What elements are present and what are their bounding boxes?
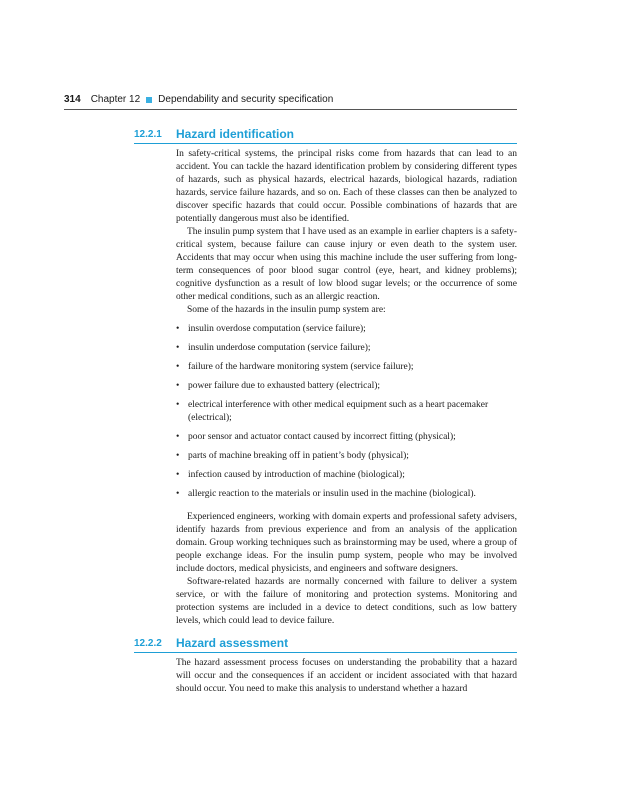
section-title: Hazard assessment <box>176 636 289 650</box>
list-item: • failure of the hardware monitoring system (service failure); <box>176 361 517 374</box>
list-item: • poor sensor and actuator contact caused by incorrect fitting (physical); <box>176 431 517 444</box>
paragraph: Experienced engineers, working with domain experts and professional safety advisers, identify hazards from previous experience and from an analysis of the application domain. Group working techniques such as brainstorming may be used, where a group of people exchange ideas. For the insulin pump system, people who may be involved include doctors, medical physicists, and engineers and software designers. <box>176 512 517 574</box>
paragraph: In safety-critical systems, the principal risks come from hazards that can lead to an accident. You can tackle the hazard identification problem by considering different types of hazards, such as physical hazards, electrical hazards, biological hazards, radiation hazards, service failure hazards, and so on. Each of these classes can then be analyzed to discover specific hazards that could occur. Possible combinations of hazards that are potentially dangerous must also be identified. <box>176 149 517 224</box>
paragraph: The hazard assessment process focuses on understanding the probability that a hazard will occur and the consequences if an accident or incident associated with that hazard should occur. You need to make this analysis to understand whether a hazard <box>176 658 517 694</box>
section-title: Hazard identification <box>176 127 295 141</box>
section-heading-hazard-identification <box>134 125 517 144</box>
paragraph: The insulin pump system that I have used as an example in earlier chapters is a safety-critical system, because failure can cause injury or even death to the system user. Accidents that may occur when using this machine include the user suffering from long-term consequences of poor blood sugar control (eye, heart, and kidney problems); cognitive dysfunction as a result of low blood sugar levels; or the occurrence of some other medical conditions, such as an allergic reaction. <box>176 227 517 302</box>
section-body-hazard-assessment <box>176 657 517 696</box>
list-item: • infection caused by introduction of machine (biological); <box>176 469 517 482</box>
list-item: • power failure due to exhausted battery (electrical); <box>176 380 517 393</box>
section-body-hazard-identification <box>176 148 517 628</box>
hazard-list <box>176 323 517 501</box>
chapter-label: Chapter 12 <box>90 94 141 105</box>
list-item: • electrical interference with other medical equipment such as a heart pacemaker (electrical); <box>176 399 517 425</box>
page-number: 314 <box>64 94 81 105</box>
list-item: • allergic reaction to the materials or insulin used in the machine (biological). <box>176 488 517 501</box>
header-rule <box>64 109 517 110</box>
paragraph: Software-related hazards are normally concerned with failure to deliver a system service, or with the failure of monitoring and protection systems. Monitoring and protection systems are included in a device to detect conditions, such as low battery levels, which could lead to device failure. <box>176 577 517 626</box>
section-heading-hazard-assessment <box>134 634 517 653</box>
running-header <box>64 94 517 105</box>
header-square-icon <box>146 97 152 103</box>
list-item: • parts of machine breaking off in patient’s body (physical); <box>176 450 517 463</box>
section-number: 12.2.2 <box>134 638 162 649</box>
list-item: • insulin underdose computation (service failure); <box>176 342 517 355</box>
list-item: • insulin overdose computation (service failure); <box>176 323 517 336</box>
paragraph: Some of the hazards in the insulin pump system are: <box>187 305 386 315</box>
chapter-title: Dependability and security specification <box>158 94 334 105</box>
section-number: 12.2.1 <box>134 129 162 140</box>
